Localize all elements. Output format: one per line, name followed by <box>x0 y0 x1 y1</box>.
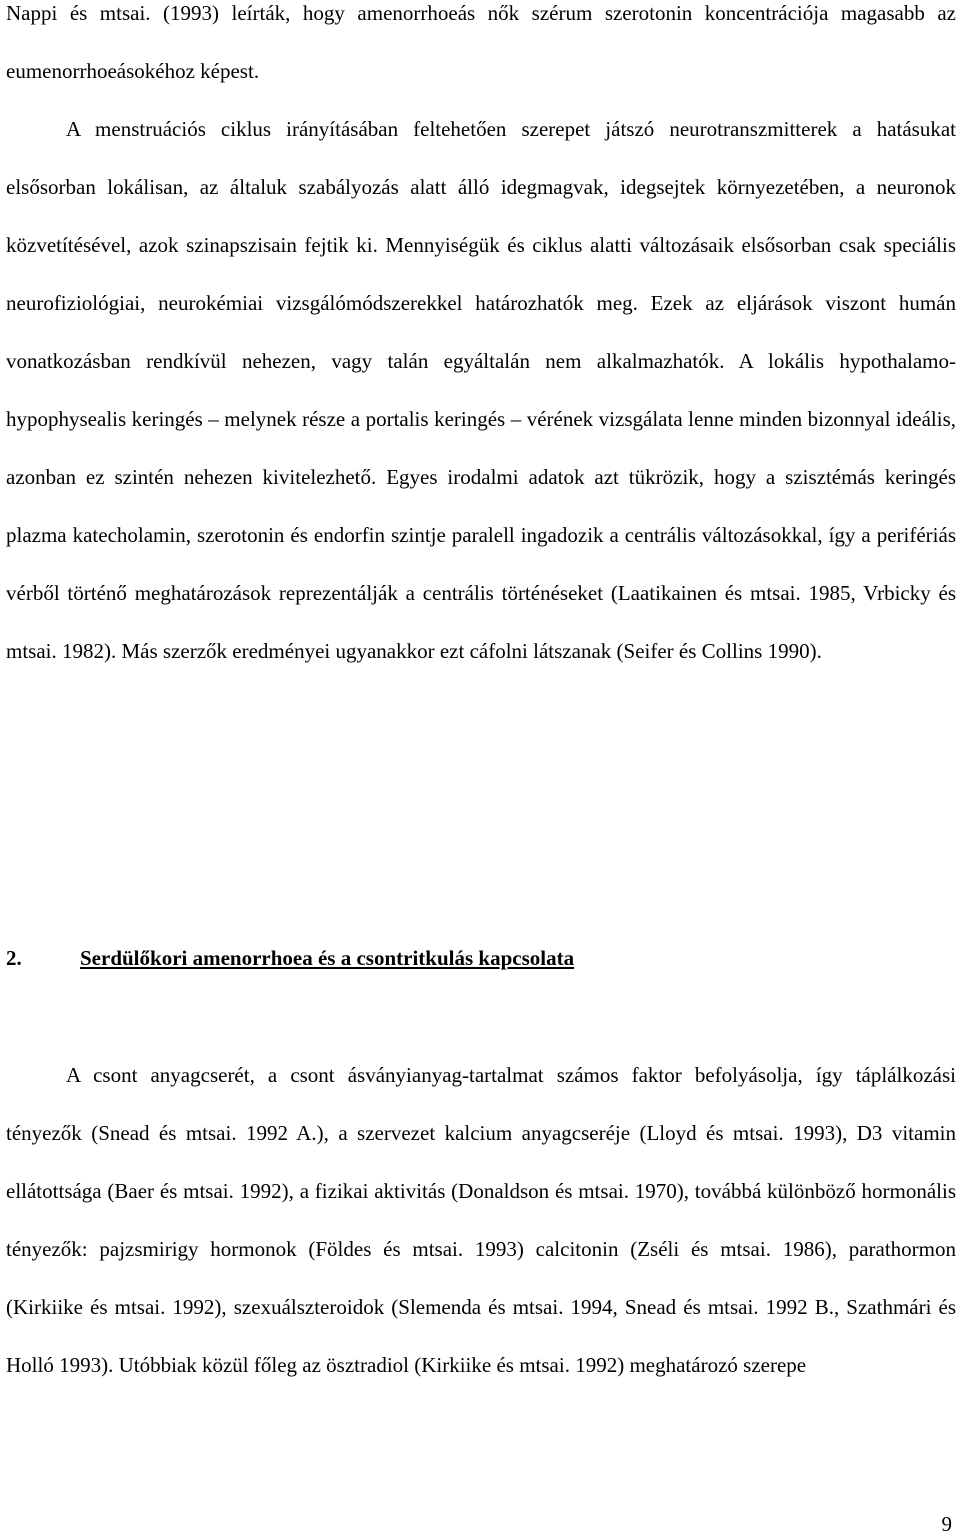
paragraph-2-part-a: A csont anyagcserét, a csont ásványianyag-tartalmat számos faktor befolyásolja, így táplálkozási tényezők (Snead és mtsai. 1992 A.), a szervezet kalcium anyagcseréje (Lloyd és mtsai. 1993), D <box>6 1063 956 1145</box>
paragraph-2-part-b: vitamin ellátottsága (Baer és mtsai. 1992), a fizikai aktivitás (Donaldson és mtsai. 1970), továbbá különböző hormonális tényezők: pajzsmirigy hormonok (Földes és mtsai. 1993) calcitonin (Zséli és mtsai. 1986), parathormon (Kirkiike és mtsai. 1992), szexuálszteroidok (Slemenda és mtsai. 1994, Snead és mtsai. 1992 B., Szathmári és Holló 1993). Utóbbiak közül főleg az ösztradiol (Kirkiike és mtsai. 1992) meghatározó szerepe <box>6 1121 956 1377</box>
vitamin-subscript: 3 <box>871 1121 883 1145</box>
page-number: 9 <box>941 1512 952 1536</box>
section-title: Serdülőkori amenorrhoea és a csontritkulás kapcsolata <box>80 946 575 970</box>
paragraph-1-body: A menstruációs ciklus irányításában feltehetően szerepet játszó neurotranszmitterek a hatásukat elsősorban lokálisan, az általuk szabályozás alatt álló idegmagvak, idegsejtek környezetében, a neuronok közvetítésével, azok szinapszisain fejtik ki. Mennyiségük és ciklus alatti változásaik elsősorban csak speciális neurofiziológiai, neurokémiai vizsgálómódszerekkel határozhatók meg. Ezek az eljárások viszont humán vonatkozásban rendkívül nehezen, vagy talán egyáltalán nem alkalmazhatók. A lokális hypothalamo-hypophysealis keringés – melynek része a portalis keringés – vérének vizsgálata lenne minden bizonnyal ideális, azonban ez szintén nehezen kivitelezhető. Egyes irodalmi adatok azt tükrözik, hogy a szisztémás keringés plazma katecholamin, szerotonin és endorfin szintje paralell ingadozik a centrális változásokkal, így a perifériás vérből történő meghatározások reprezentálják a centrális történéseket (Laatikainen és mtsai. 1985, Vrbicky és mtsai. 1982). Más szerzők eredményei ugyanakkor ezt cáfolni látszanak (Seifer és Collins 1990). <box>6 117 956 663</box>
paragraph-1 <box>6 0 956 680</box>
document-page <box>6 0 956 1537</box>
paragraph-1-continuation: Nappi és mtsai. (1993) leírták, hogy amenorrhoeás nők szérum szerotonin koncentrációja magasabb az eumenorrhoeásokéhoz képest. <box>6 1 956 83</box>
paragraph-2 <box>6 1046 956 1394</box>
section-heading <box>6 940 956 976</box>
section-number: 2. <box>6 946 22 970</box>
